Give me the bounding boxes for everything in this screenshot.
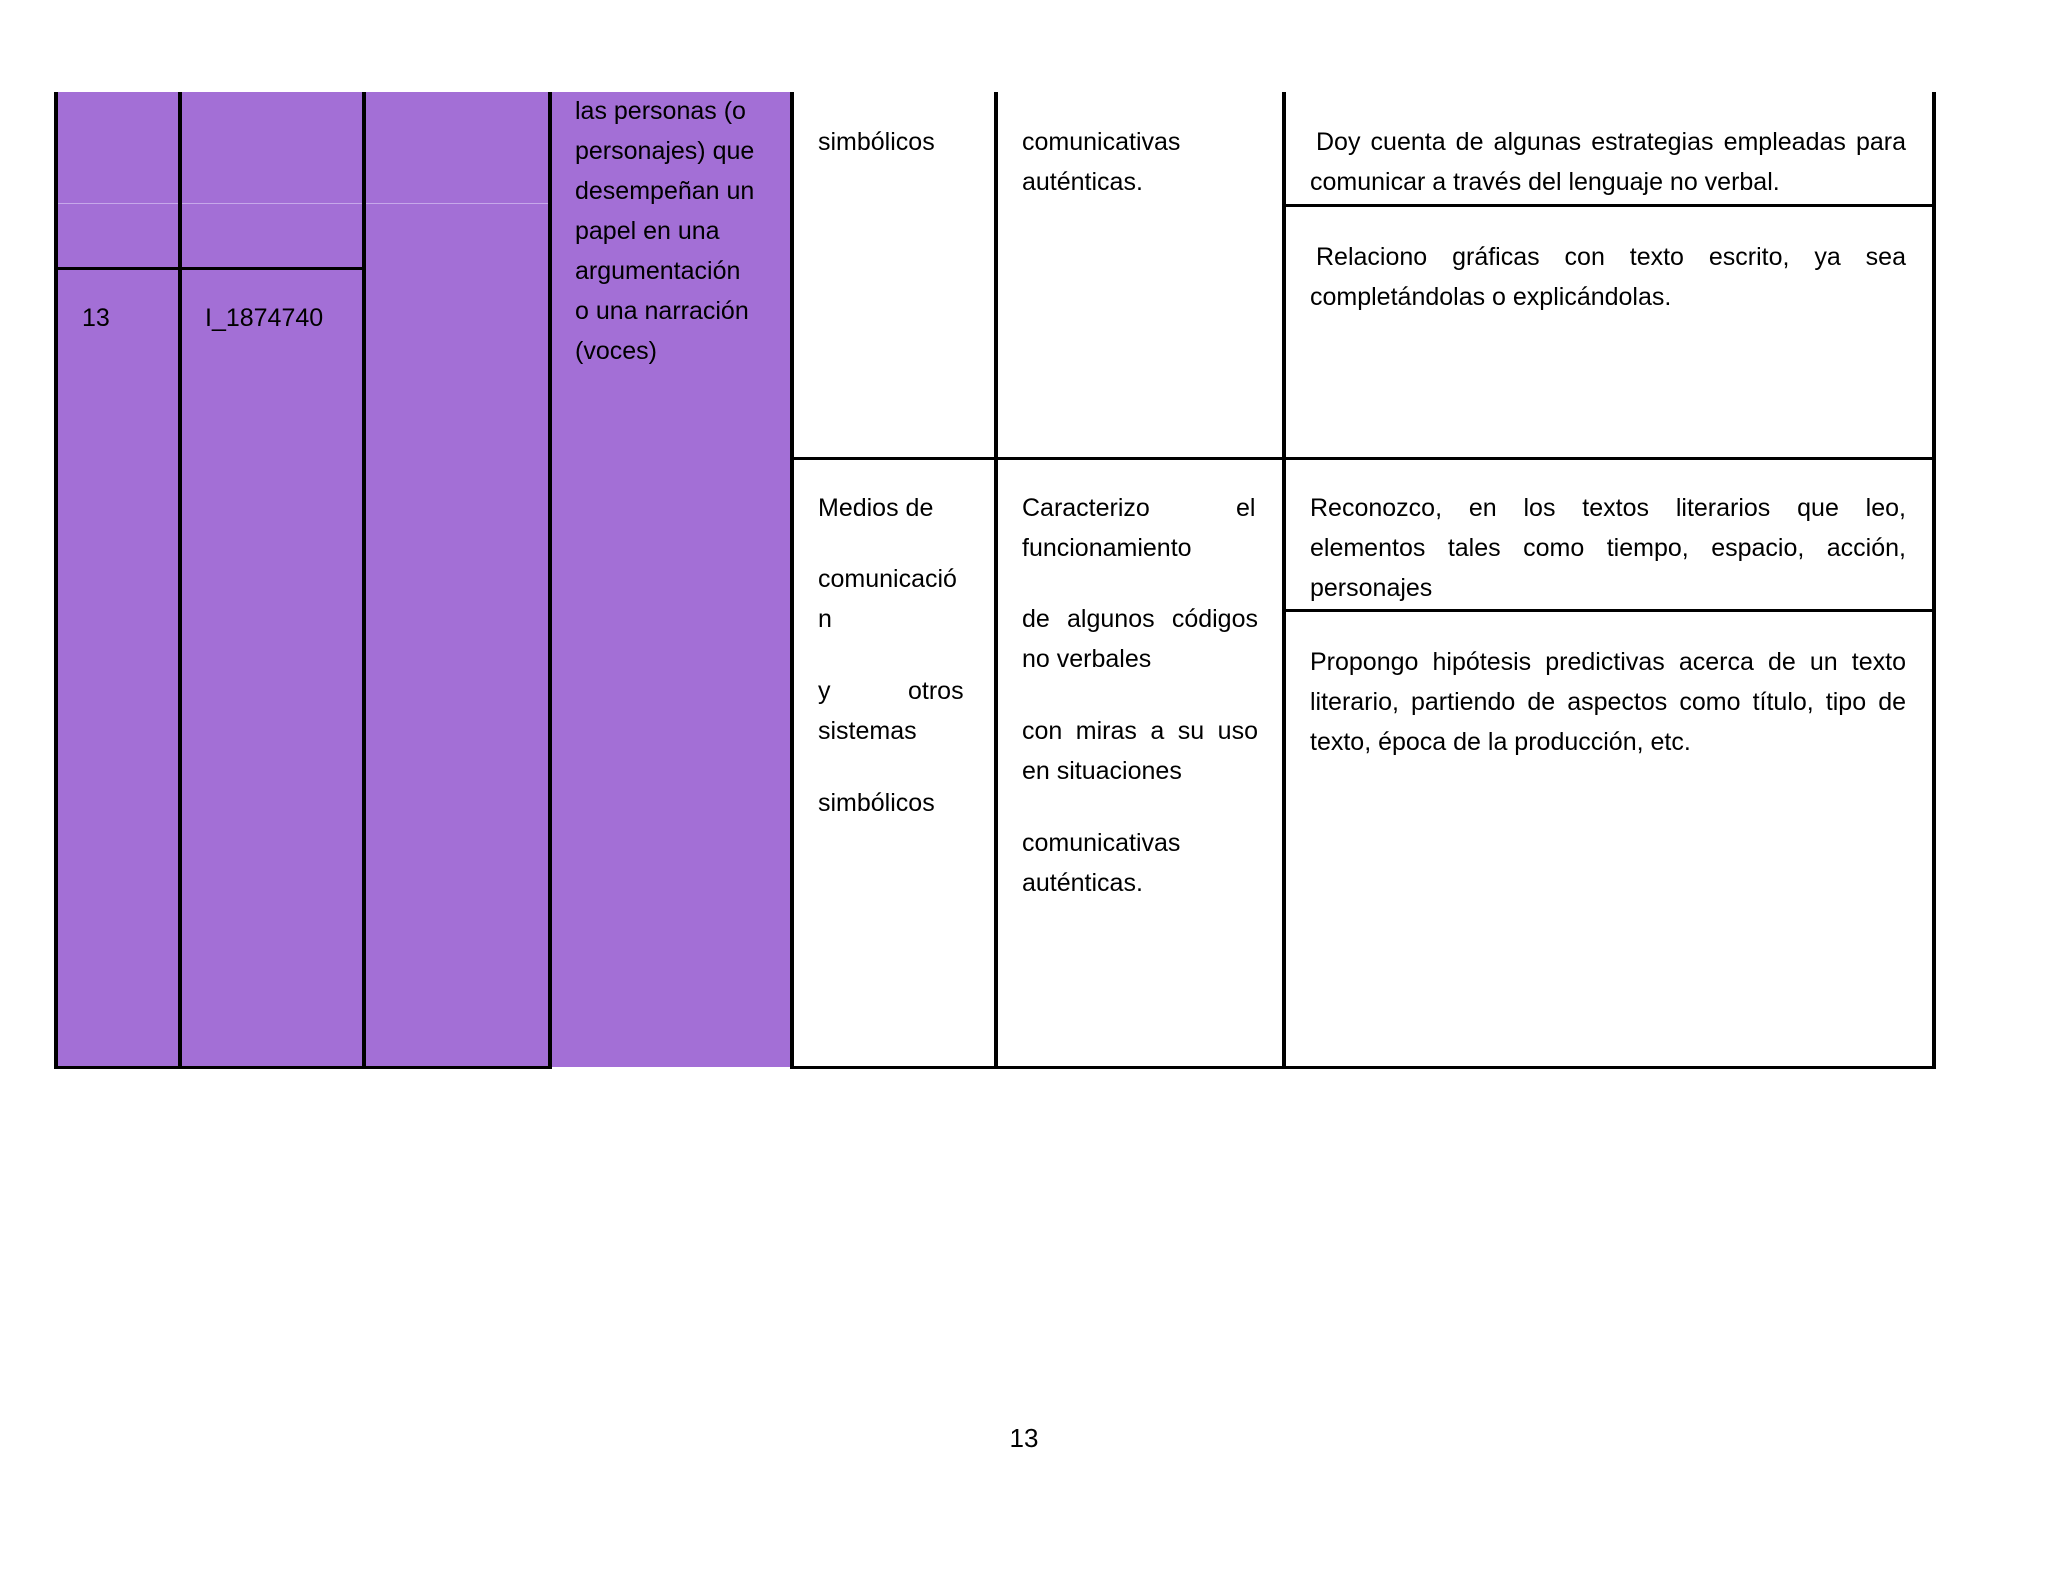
subproceso-line: literario, partiendo de aspectos como título, tipo de	[1310, 688, 1906, 716]
competencia-line: auténticas.	[1022, 869, 1143, 897]
competencia-line: funcionamiento	[1022, 534, 1192, 562]
medios-line: Medios de	[818, 494, 934, 522]
competencia-line: auténticas.	[1022, 168, 1143, 196]
purple-text-line: argumentación	[575, 257, 741, 285]
competencia-line: Caracterizo	[1022, 494, 1150, 522]
border-v-3	[362, 92, 366, 1069]
purple-text-line: las personas (o	[575, 97, 746, 125]
subproceso-line: Relaciono gráficas con texto escrito, ya sea	[1316, 243, 1906, 271]
competencia-line: no verbales	[1022, 645, 1152, 673]
border-h-row-split	[792, 457, 1934, 460]
competencia-line: con miras a su uso	[1022, 717, 1258, 745]
subproceso-line: Reconozco, en los textos literarios que leo,	[1310, 494, 1906, 522]
purple-text-line: desempeñan un	[575, 177, 755, 205]
subproceso-line: completándolas o explicándolas.	[1310, 283, 1672, 311]
subproceso-line: Propongo hipótesis predictivas acerca de un texto	[1310, 648, 1906, 676]
border-v-6	[994, 92, 998, 1069]
medios-cell-row1: simbólicos	[818, 128, 935, 156]
competencia-line: en situaciones	[1022, 757, 1182, 785]
row-number-cell: 13	[82, 304, 110, 332]
border-h-subproc1	[1284, 204, 1934, 207]
border-h-bottom-right	[790, 1066, 1936, 1069]
border-v-right	[1932, 92, 1936, 1069]
border-v-7	[1282, 92, 1286, 1069]
purple-text-line: o una narración	[575, 297, 749, 325]
purple-text-line: (voces)	[575, 337, 657, 365]
item-id-cell: I_1874740	[205, 304, 324, 332]
medios-line: otros	[908, 677, 964, 705]
purple-text-line: personajes) que	[575, 137, 755, 165]
border-h-bottom-left	[54, 1066, 552, 1069]
purple-text-line: papel en una	[575, 217, 720, 245]
border-v-5	[790, 92, 794, 1069]
subproceso-line: comunicar a través del lenguaje no verbal.	[1310, 168, 1780, 196]
subproceso-line: personajes	[1310, 574, 1433, 602]
purple-column-block	[56, 92, 550, 1067]
medios-line: simbólicos	[818, 789, 935, 817]
border-h-row13-top	[56, 267, 364, 270]
medios-line: sistemas	[818, 717, 917, 745]
competencia-line: el	[1236, 494, 1256, 522]
border-v-left	[54, 92, 58, 1069]
border-v-4	[548, 92, 552, 1069]
page-number: 13	[1009, 1423, 1039, 1453]
medios-line: n	[818, 605, 832, 633]
subproceso-line: Doy cuenta de algunas estrategias empleadas para	[1316, 128, 1906, 156]
border-v-2	[178, 92, 182, 1069]
subproceso-line: texto, época de la producción, etc.	[1310, 728, 1691, 756]
subproceso-line: elementos tales como tiempo, espacio, acción,	[1310, 534, 1906, 562]
competencia-line: comunicativas	[1022, 829, 1181, 857]
competencia-line: de algunos códigos	[1022, 605, 1258, 633]
faint-row-divider	[56, 203, 550, 204]
medios-line: comunicació	[818, 565, 957, 593]
competencia-line: comunicativas	[1022, 128, 1181, 156]
border-h-subproc2	[1284, 609, 1934, 612]
medios-line: y	[818, 677, 831, 705]
